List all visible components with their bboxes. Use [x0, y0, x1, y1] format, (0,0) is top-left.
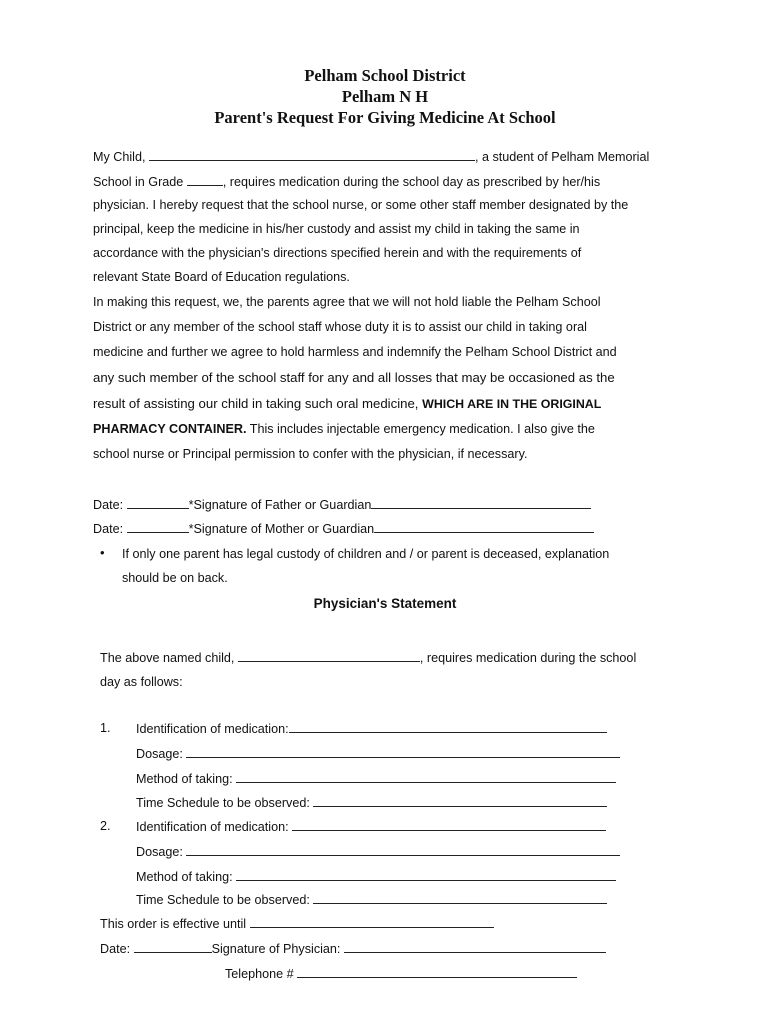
med-2-dosage-field[interactable]	[186, 844, 620, 856]
request-line-2	[93, 174, 600, 189]
pharmacy-container-emphasis: PHARMACY CONTAINER.	[93, 422, 247, 436]
mother-signature-field[interactable]	[374, 521, 594, 533]
above-named-child-label: The above named child,	[100, 651, 235, 665]
request-line-4: principal, keep the medicine in his/her custody and assist my child in taking the same in	[93, 222, 580, 236]
identification-label: Identification of medication:	[136, 820, 289, 834]
request-line-7: In making this request, we, the parents agree that we will not hold liable the Pelham School	[93, 295, 601, 309]
method-label: Method of taking:	[136, 870, 233, 884]
med-1-dosage-field[interactable]	[186, 746, 620, 758]
med-2-dosage-row	[136, 844, 620, 859]
mother-signature-label: *Signature of Mother or Guardian	[188, 522, 375, 536]
request-line-5: accordance with the physician's directions specified herein and with the requirements of	[93, 246, 582, 260]
med-1-schedule-row	[136, 795, 607, 810]
student-of-text: , a student of Pelham Memorial	[474, 150, 650, 164]
physician-signature-row	[100, 941, 606, 956]
request-line-6: relevant State Board of Education regulations.	[93, 270, 350, 284]
town-title: Pelham N H	[341, 87, 429, 106]
med-2-identification-row	[136, 819, 606, 834]
grade-label: School in Grade	[93, 175, 184, 189]
request-line-1	[93, 149, 649, 164]
physician-line-1	[100, 650, 636, 665]
custody-note-line-1: If only one parent has legal custody of children and / or parent is deceased, explanation	[122, 547, 610, 561]
telephone-field[interactable]	[297, 966, 577, 978]
form-title: Parent's Request For Giving Medicine At School	[214, 108, 556, 127]
original-container-emphasis: WHICH ARE IN THE ORIGINAL	[422, 397, 602, 411]
med-2-identification-field[interactable]	[292, 819, 606, 831]
effective-row	[100, 916, 494, 931]
physician-date-label: Date:	[100, 942, 131, 956]
physician-signature-label: Signature of Physician:	[211, 942, 341, 956]
requires-medication-text: , requires medication during the school	[419, 651, 637, 665]
method-label: Method of taking:	[136, 772, 233, 786]
med-1-identification-field[interactable]	[289, 721, 607, 733]
date-label: Date:	[93, 498, 124, 512]
schedule-label: Time Schedule to be observed:	[136, 893, 310, 907]
date-label: Date:	[93, 522, 124, 536]
physician-child-name-field[interactable]	[238, 650, 420, 662]
request-line-13: school nurse or Principal permission to confer with the physician, if necessary.	[93, 447, 528, 461]
father-date-field[interactable]	[127, 497, 189, 509]
district-title: Pelham School District	[304, 66, 466, 85]
custody-note-line-2: should be on back.	[122, 571, 228, 585]
identification-label: Identification of medication:	[136, 722, 289, 736]
father-signature-label: *Signature of Father or Guardian	[188, 498, 372, 512]
father-signature-row	[93, 497, 591, 512]
med-1-number: 1.	[100, 721, 111, 735]
effective-until-field[interactable]	[250, 916, 494, 928]
med-2-number: 2.	[100, 819, 111, 833]
med-2-method-row	[136, 869, 616, 884]
request-line-9: medicine and further we agree to hold harmless and indemnify the Pelham School District and	[93, 345, 617, 359]
schedule-label: Time Schedule to be observed:	[136, 796, 310, 810]
child-name-field[interactable]	[149, 149, 475, 161]
effective-until-label: This order is effective until	[100, 917, 247, 931]
physician-heading: Physician's Statement	[313, 596, 457, 611]
mother-signature-row	[93, 521, 594, 536]
telephone-row	[225, 966, 577, 981]
med-1-method-row	[136, 771, 616, 786]
physician-date-field[interactable]	[134, 941, 212, 953]
my-child-label: My Child,	[93, 150, 146, 164]
med-2-method-field[interactable]	[236, 869, 616, 881]
telephone-label: Telephone #	[225, 967, 294, 981]
mother-date-field[interactable]	[127, 521, 189, 533]
request-line-3: physician. I hereby request that the school nurse, or some other staff member designated by the	[93, 198, 629, 212]
request-line-12	[93, 422, 595, 436]
grade-field[interactable]	[187, 174, 223, 186]
physician-signature-field[interactable]	[344, 941, 606, 953]
dosage-label: Dosage:	[136, 845, 183, 859]
med-1-schedule-field[interactable]	[313, 795, 607, 807]
request-line-10: any such member of the school staff for any and all losses that may be occasioned as the	[93, 370, 615, 385]
assisting-text: result of assisting our child in taking such oral medicine,	[93, 396, 419, 411]
med-2-schedule-row	[136, 892, 607, 907]
bullet-icon: •	[100, 545, 105, 560]
father-signature-field[interactable]	[371, 497, 591, 509]
med-2-schedule-field[interactable]	[313, 892, 607, 904]
med-1-identification-row	[136, 721, 607, 736]
injectable-text: This includes injectable emergency medication. I also give the	[249, 422, 595, 436]
request-line-11	[93, 396, 601, 411]
requires-text: , requires medication during the school day as prescribed by her/his	[222, 175, 601, 189]
request-line-8: District or any member of the school staff whose duty it is to assist our child in taking oral	[93, 320, 587, 334]
physician-line-2: day as follows:	[100, 675, 183, 689]
med-1-method-field[interactable]	[236, 771, 616, 783]
med-1-dosage-row	[136, 746, 620, 761]
dosage-label: Dosage:	[136, 747, 183, 761]
